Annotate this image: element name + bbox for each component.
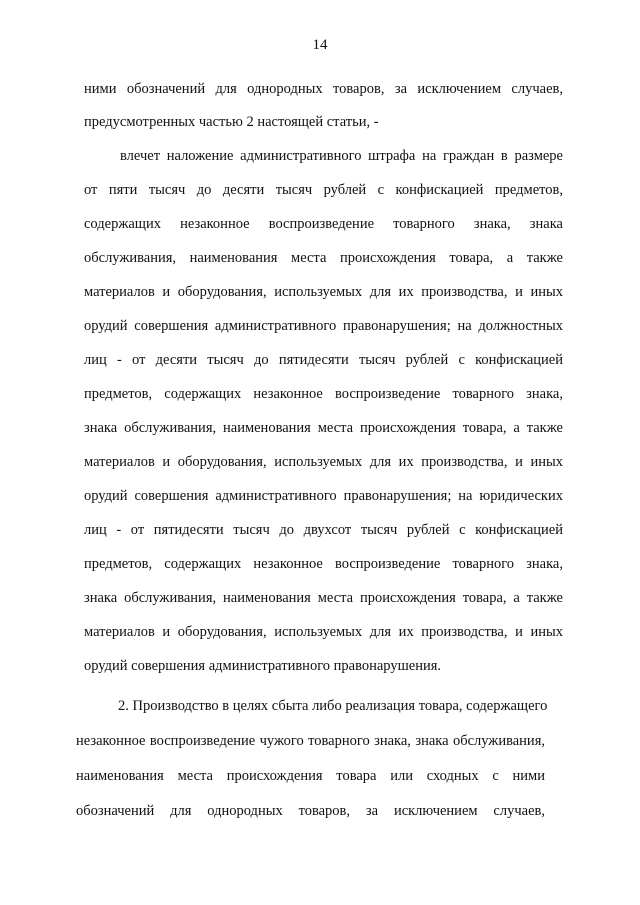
text-line: предметов, содержащих незаконное воспроизведение товарного знака, [84,556,563,572]
text-line: орудий совершения административного правонарушения. [84,658,442,674]
text-line: от пяти тысяч до десяти тысяч рублей с конфискацией предметов, [84,182,563,198]
text-line: 2. Производство в целях сбыта либо реализация товара, содержащего [118,698,548,714]
text-line: содержащих незаконное воспроизведение товарного знака, знака [84,216,563,232]
text-line: обозначений для однородных товаров, за исключением случаев, [76,803,545,819]
text-line: материалов и оборудования, используемых для их производства, и иных [84,624,563,640]
text-line: орудий совершения административного правонарушения; на должностных [84,318,563,334]
text-line: предметов, содержащих незаконное воспроизведение товарного знака, [84,386,563,402]
text-line: наименования места происхождения товара или сходных с ними [76,768,545,784]
page-number: 14 [312,37,328,53]
text-line: влечет наложение административного штрафа на граждан в размере [120,148,563,164]
text-line: лиц - от пятидесяти тысяч до двухсот тысяч рублей с конфискацией [84,522,563,538]
text-line: незаконное воспроизведение чужого товарного знака, знака обслуживания, [76,733,545,749]
text-line: лиц - от десяти тысяч до пятидесяти тысяч рублей с конфискацией [84,352,563,368]
text-line: материалов и оборудования, используемых для их производства, и иных [84,454,563,470]
text-line: предусмотренных частью 2 настоящей статьи, - [84,114,379,130]
text-line: ними обозначений для однородных товаров, за исключением случаев, [84,81,563,97]
text-line: знака обслуживания, наименования места происхождения товара, а также [84,590,563,606]
text-line: знака обслуживания, наименования места происхождения товара, а также [84,420,563,436]
text-line: материалов и оборудования, используемых для их производства, и иных [84,284,563,300]
text-line: орудий совершения административного правонарушения; на юридических [84,488,563,504]
text-line: обслуживания, наименования места происхождения товара, а также [84,250,563,266]
